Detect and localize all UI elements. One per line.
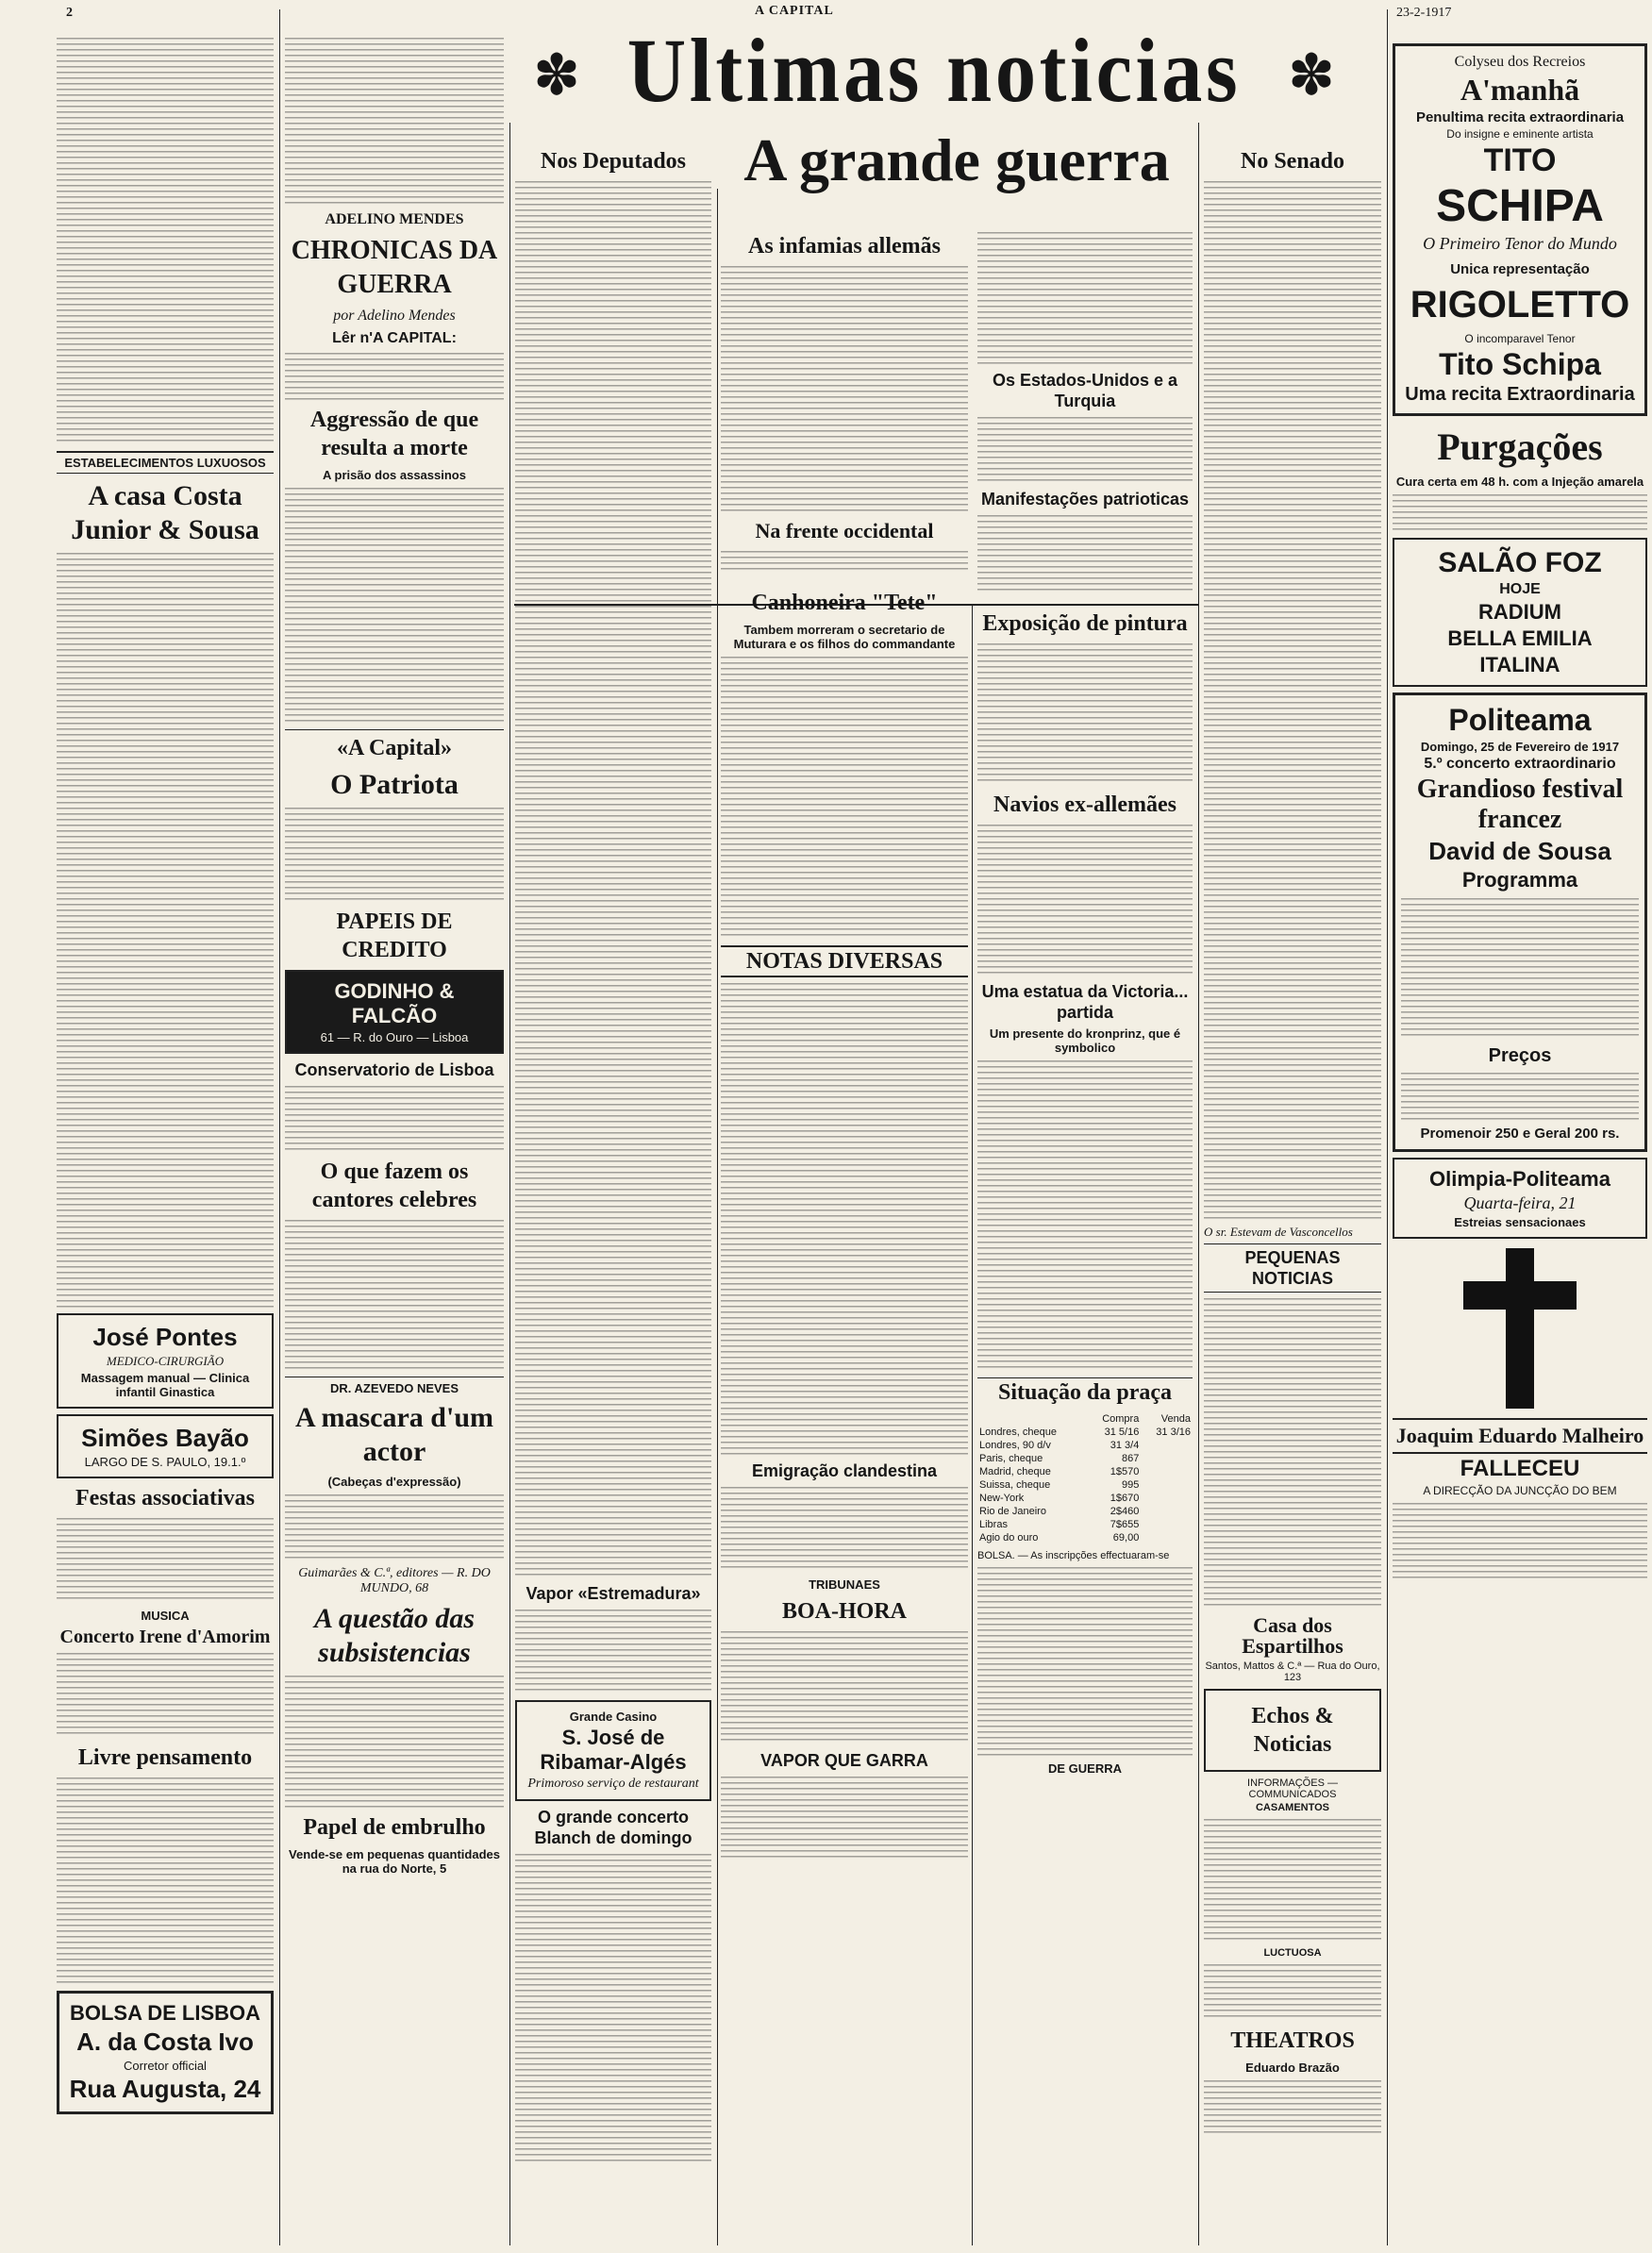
schipa: SCHIPA bbox=[1436, 181, 1604, 231]
ribamar-sub: Primoroso serviço de restaurant bbox=[527, 1777, 699, 1791]
table-row bbox=[977, 1452, 1193, 1465]
table-row bbox=[977, 1478, 1193, 1492]
fx-label: Rio de Janeiro bbox=[979, 1506, 1046, 1517]
patriota-heading: O Patriota bbox=[330, 769, 459, 800]
capital-box: «A Capital» bbox=[285, 729, 504, 762]
cantores-heading: O que fazem os cantores celebres bbox=[311, 1160, 477, 1212]
olimpia: Olimpia-Politeama bbox=[1429, 1167, 1610, 1191]
table-row bbox=[977, 1439, 1193, 1452]
issue-date: 23-2-1917 bbox=[1396, 6, 1452, 20]
guerra-footer: DE GUERRA bbox=[1047, 1761, 1122, 1776]
canhoneira-heading: Canhoneira "Tete" bbox=[751, 591, 938, 615]
ornament-left-icon: ✽ bbox=[532, 42, 581, 108]
fx-label: Agio do ouro bbox=[979, 1532, 1039, 1544]
frente-occidental-heading: Na frente occidental bbox=[755, 519, 934, 542]
musica-heading: MUSICA bbox=[141, 1609, 190, 1623]
column-6 bbox=[1204, 142, 1381, 2245]
fx-buy: 31 3/4 bbox=[1110, 1440, 1140, 1451]
table-row bbox=[977, 1465, 1193, 1478]
column-2 bbox=[285, 38, 504, 2245]
estados-unidos-heading: Os Estados-Unidos e a Turquia bbox=[992, 371, 1178, 410]
obituary-body: A DIRECÇÃO DA JUNCÇÃO DO BEM bbox=[1423, 1484, 1617, 1497]
column-1 bbox=[57, 38, 274, 2245]
exposicao-heading: Exposição de pintura bbox=[982, 611, 1188, 636]
fx-sell: 31 3/16 bbox=[1156, 1427, 1191, 1438]
fx-label: New-York bbox=[979, 1493, 1025, 1504]
theatros-sub: Eduardo Brazão bbox=[1245, 2061, 1340, 2075]
bolsa-line: BOLSA. — As inscripções effectuaram-se bbox=[977, 1550, 1170, 1561]
column-rule bbox=[717, 189, 718, 2245]
theatros-heading: THEATROS bbox=[1230, 2028, 1355, 2053]
echos-heading: Echos & Noticias bbox=[1251, 1704, 1334, 1757]
column-rule bbox=[972, 604, 973, 2245]
ad-bayao-address: LARGO DE S. PAULO, 19.1.º bbox=[84, 1455, 246, 1469]
livre-pensamento-heading: Livre pensamento bbox=[77, 1745, 253, 1770]
subsistencias-heading: A questão das subsistencias bbox=[313, 1603, 476, 1668]
obituary-name: Joaquim Eduardo Malheiro bbox=[1393, 1418, 1647, 1454]
grandioso-festival: Grandioso festival francez bbox=[1416, 775, 1624, 834]
fx-sell bbox=[1141, 1439, 1193, 1452]
navios-heading: Navios ex-allemães bbox=[993, 793, 1176, 817]
faleceu: FALLECEU bbox=[1460, 1456, 1580, 1481]
table-row bbox=[977, 1426, 1193, 1439]
olimpia-sub2: Estreias sensacionaes bbox=[1454, 1215, 1586, 1229]
fx-header: Compra bbox=[1102, 1413, 1140, 1425]
ad-godinho-falcao bbox=[285, 970, 504, 1054]
cross-icon bbox=[1463, 1248, 1577, 1409]
fx-sell bbox=[1141, 1505, 1193, 1518]
tribunaes-heading: TRIBUNAES bbox=[809, 1577, 880, 1592]
olimpia-sub: Quarta-feira, 21 bbox=[1463, 1193, 1577, 1212]
bolsa-title: BOLSA DE LISBOA bbox=[69, 2001, 261, 2025]
table-row bbox=[977, 1531, 1193, 1544]
emigracao-heading: Emigração clandestina bbox=[751, 1461, 938, 1480]
incomparavel: O incomparavel Tenor bbox=[1464, 332, 1576, 345]
salao-foz: SALÃO FOZ bbox=[1438, 547, 1602, 578]
estatua-sub: Um presente do kronprinz, que é symbolico bbox=[989, 1026, 1181, 1055]
ad-salao-foz bbox=[1393, 538, 1647, 687]
fx-header bbox=[977, 1412, 1086, 1426]
bolsa-address: Rua Augusta, 24 bbox=[69, 2075, 261, 2103]
grande-casino: Grande Casino bbox=[569, 1710, 658, 1724]
fx-label: Londres, cheque bbox=[979, 1427, 1057, 1438]
estatua-heading: Uma estatua da Victoria... partida bbox=[981, 982, 1189, 1022]
canhoneira-sub: Tambem morreram o secretario de Muturara e os filhos do commandante bbox=[733, 623, 956, 651]
papel-embrulho-heading: Papel de embrulho bbox=[303, 1815, 486, 1840]
table-row bbox=[977, 1492, 1193, 1505]
column-5 bbox=[977, 226, 1193, 2245]
fx-sell bbox=[1141, 1531, 1193, 1544]
fx-label: Paris, cheque bbox=[979, 1453, 1043, 1464]
section-title: Ultimas noticias bbox=[626, 20, 1242, 121]
fx-buy: 1$570 bbox=[1110, 1466, 1140, 1477]
fx-table bbox=[977, 1412, 1193, 1544]
programma: Programma bbox=[1461, 868, 1578, 892]
column-rule bbox=[1198, 123, 1199, 2245]
casa-espartilhos-heading: Casa dos Espartilhos bbox=[1242, 1613, 1343, 1658]
rigoletto: RIGOLETTO bbox=[1410, 284, 1630, 325]
column-7 bbox=[1393, 38, 1647, 2245]
ad-pontes-name: José Pontes bbox=[92, 1323, 238, 1351]
section-masthead bbox=[528, 19, 1340, 132]
unica: Unica representação bbox=[1450, 261, 1590, 277]
fx-label: Madrid, cheque bbox=[979, 1466, 1051, 1477]
cronicas-title: CHRONICAS DA GUERRA bbox=[291, 236, 498, 299]
cronicas-read: Lêr n'A CAPITAL: bbox=[332, 330, 457, 346]
radium: RADIUM bbox=[1478, 600, 1561, 624]
fx-label: Suissa, cheque bbox=[979, 1479, 1051, 1491]
ad-ribamar bbox=[515, 1700, 711, 1801]
purgacoes-sub: Cura certa em 48 h. com a Injeção amarela bbox=[1395, 475, 1644, 489]
main-headline: A grande guerra bbox=[743, 127, 1170, 193]
column-3 bbox=[515, 142, 711, 2245]
casamentos-heading: CASAMENTOS bbox=[1255, 1802, 1330, 1813]
fx-buy: 995 bbox=[1121, 1479, 1140, 1491]
echos-sub: INFORMAÇÕES — COMMUNICADOS bbox=[1247, 1777, 1338, 1800]
situacao-praca-heading: Situação da praça bbox=[977, 1377, 1193, 1407]
politeama: Politeama bbox=[1448, 703, 1592, 737]
tito-schipa: Tito Schipa bbox=[1439, 347, 1601, 381]
luctuosa-heading: LUCTUOSA bbox=[1263, 1947, 1322, 1959]
fx-buy: 867 bbox=[1121, 1453, 1140, 1464]
fx-sell bbox=[1141, 1478, 1193, 1492]
tito: TITO bbox=[1483, 142, 1557, 178]
nos-deputados-heading: Nos Deputados bbox=[540, 149, 687, 174]
papeis-credito-heading: PAPEIS DE CREDITO bbox=[336, 910, 453, 962]
bolsa-name: A. da Costa Ivo bbox=[76, 2028, 254, 2056]
ad-bayao-name: Simões Bayão bbox=[81, 1424, 249, 1452]
conservatorio-heading: Conservatorio de Lisboa bbox=[294, 1060, 494, 1079]
amanha: A'manhã bbox=[1460, 73, 1580, 107]
infamias-heading: As infamias allemãs bbox=[748, 234, 941, 259]
column-rule bbox=[509, 123, 510, 2245]
column-4 bbox=[721, 226, 968, 2245]
fx-sell bbox=[1141, 1465, 1193, 1478]
fx-buy: 7$655 bbox=[1110, 1519, 1140, 1530]
ad-politeama bbox=[1393, 693, 1647, 1152]
italina: ITALINA bbox=[1479, 653, 1560, 676]
notas-diversas-heading: NOTAS DIVERSAS bbox=[721, 945, 968, 977]
aggressao-heading: Aggressão de que resulta a morte bbox=[309, 408, 479, 460]
godinho-name: GODINHO & FALCÃO bbox=[334, 979, 455, 1027]
costa-junior-heading: A casa Costa Junior & Sousa bbox=[71, 480, 259, 545]
ad-pontes-body: Massagem manual — Clinica infantil Ginastica bbox=[80, 1371, 250, 1399]
promenoir: Promenoir 250 e Geral 200 rs. bbox=[1420, 1126, 1620, 1142]
fx-buy: 2$460 bbox=[1110, 1506, 1140, 1517]
penultima: Penultima recita extraordinaria bbox=[1415, 109, 1625, 125]
fx-label: Libras bbox=[979, 1519, 1008, 1530]
primeiro-tenor: O Primeiro Tenor do Mundo bbox=[1423, 234, 1617, 253]
fx-sell bbox=[1141, 1452, 1193, 1465]
fx-header: Venda bbox=[1160, 1413, 1191, 1425]
casa-espartilhos-address: Santos, Mattos & C.ª — Rua do Ouro, 123 bbox=[1205, 1661, 1380, 1683]
fx-label: Londres, 90 d/v bbox=[979, 1440, 1051, 1451]
uma-recita: Uma recita Extraordinaria bbox=[1405, 384, 1635, 405]
bolsa-role: Corretor official bbox=[124, 2059, 207, 2073]
column-rule bbox=[279, 9, 280, 2245]
manifestacoes-heading: Manifestações patrioticas bbox=[980, 490, 1190, 509]
pequenas-noticias-heading: PEQUENAS NOTICIAS bbox=[1204, 1243, 1381, 1293]
ad-coliseu bbox=[1393, 43, 1647, 416]
dr-azevedo-neves: DR. AZEVEDO NEVES bbox=[285, 1377, 504, 1395]
politeama-date: Domingo, 25 de Fevereiro de 1917 bbox=[1420, 740, 1620, 754]
boa-hora-heading: BOA-HORA bbox=[782, 1599, 907, 1624]
david-sousa: David de Sousa bbox=[1428, 837, 1611, 865]
ribamar-title: S. José de Ribamar-Algés bbox=[540, 1726, 687, 1774]
concerto-irene-heading: Concerto Irene d'Amorim bbox=[59, 1627, 271, 1647]
escultor-line: O sr. Estevam de Vasconcellos bbox=[1204, 1225, 1353, 1239]
fx-header-row bbox=[977, 1412, 1193, 1426]
fx-buy: 31 5/16 bbox=[1104, 1427, 1140, 1438]
precos: Preços bbox=[1488, 1045, 1552, 1066]
salao-hoje: HOJE bbox=[1499, 581, 1541, 597]
signature-adelino-mendes: ADELINO MENDES bbox=[325, 211, 464, 227]
table-row bbox=[977, 1505, 1193, 1518]
fx-sell bbox=[1141, 1518, 1193, 1531]
papel-embrulho-sub: Vende-se em pequenas quantidades na rua do Norte, 5 bbox=[289, 1847, 500, 1876]
ornament-right-icon: ✽ bbox=[1287, 42, 1336, 108]
guimaraes-editors: Guimarães & C.ª, editores — R. DO MUNDO, 68 bbox=[298, 1566, 491, 1595]
fx-buy: 1$670 bbox=[1110, 1493, 1140, 1504]
mascara-heading: A mascara d'um actor bbox=[295, 1402, 493, 1467]
main-headline-block bbox=[721, 127, 1193, 222]
ad-olimpia bbox=[1393, 1158, 1647, 1239]
establishments-heading: ESTABELECIMENTOS LUXUOSOS bbox=[57, 451, 274, 474]
mascara-sub: (Cabeças d'expressão) bbox=[327, 1475, 461, 1489]
fx-buy: 69,00 bbox=[1112, 1532, 1140, 1544]
paper-title: A CAPITAL bbox=[755, 4, 834, 18]
vapor-que-ganha-heading: VAPOR QUE GARRA bbox=[760, 1751, 928, 1770]
column-rule bbox=[1387, 9, 1388, 2245]
no-senado-heading: No Senado bbox=[1240, 149, 1345, 174]
ad-jose-pontes bbox=[57, 1313, 274, 1409]
aggressao-sub: A prisão dos assassinos bbox=[323, 468, 466, 482]
page-number: 2 bbox=[66, 6, 73, 20]
fx-sell bbox=[1141, 1492, 1193, 1505]
concerto-extraordinario: 5.º concerto extraordinario bbox=[1424, 756, 1616, 772]
echos-box bbox=[1204, 1689, 1381, 1772]
godinho-address: 61 — R. do Ouro — Lisboa bbox=[320, 1030, 469, 1044]
purgacoes-heading: Purgações bbox=[1437, 426, 1603, 468]
ad-bolsa-lisboa bbox=[57, 1991, 274, 2114]
ad-simoes-bayao bbox=[57, 1414, 274, 1478]
bella-emilia: BELLA EMILIA bbox=[1447, 626, 1593, 650]
coliseu-title: Colyseu dos Recreios bbox=[1454, 54, 1586, 70]
vapor-estremadura-heading: Vapor «Estremadura» bbox=[526, 1584, 701, 1603]
insigne: Do insigne e eminente artista bbox=[1446, 127, 1594, 141]
concerto-blanch-heading: O grande concerto Blanch de domingo bbox=[534, 1808, 693, 1847]
cronicas-byline: por Adelino Mendes bbox=[333, 308, 456, 324]
festas-heading: Festas associativas bbox=[75, 1486, 255, 1510]
table-row bbox=[977, 1518, 1193, 1531]
ad-pontes-sub: MEDICO-CIRURGIÃO bbox=[106, 1354, 225, 1368]
